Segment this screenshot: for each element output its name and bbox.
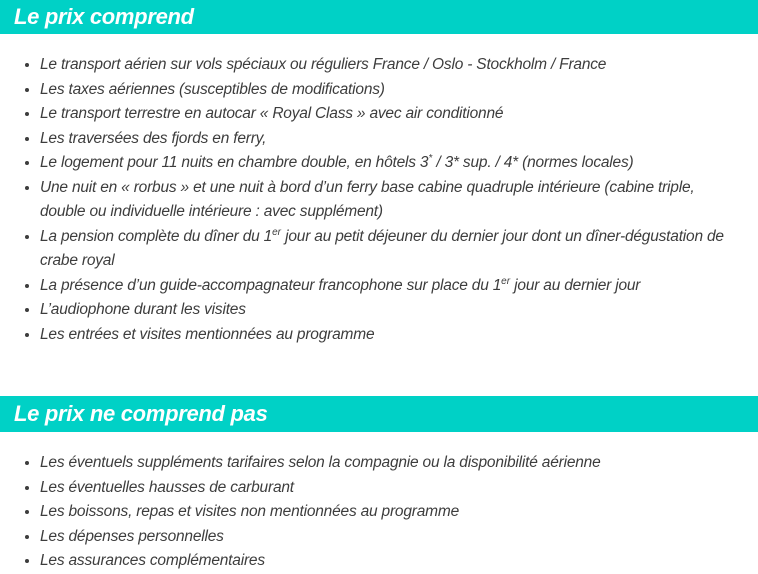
list-item: • La présence d’un guide-accompagnateur francophone sur place du 1er jour au dernier jour bbox=[40, 274, 734, 299]
includes-list bbox=[0, 34, 758, 347]
superscript: er bbox=[272, 226, 282, 238]
list-item: • Une nuit en « rorbus » et une nuit à bord d’un ferry base cabine quadruple intérieure (cabine triple, double ou individuelle intérieure : avec supplément) bbox=[40, 176, 734, 225]
list-item: • La pension complète du dîner du 1er jour au petit déjeuner du dernier jour dont un dîner-dégustation de crabe royal bbox=[40, 225, 734, 274]
list-item: • Les dépenses personnelles bbox=[40, 525, 734, 550]
list-item: • Les éventuelles hausses de carburant bbox=[40, 476, 734, 501]
section-header-includes: Le prix comprend bbox=[0, 0, 758, 34]
list-item: • Le transport terrestre en autocar « Royal Class » avec air conditionné bbox=[40, 102, 734, 127]
section-header-excludes: Le prix ne comprend pas bbox=[0, 396, 758, 432]
excludes-list bbox=[0, 432, 758, 574]
list-item: • Les éventuels suppléments tarifaires selon la compagnie ou la disponibilité aérienne bbox=[40, 451, 734, 476]
list-item: • L’audiophone durant les visites bbox=[40, 298, 734, 323]
list-item: • Les traversées des fjords en ferry, bbox=[40, 127, 734, 152]
list-item: • Les boissons, repas et visites non mentionnées au programme bbox=[40, 500, 734, 525]
list-item: • Les taxes aériennes (susceptibles de modifications) bbox=[40, 78, 734, 103]
list-item: • Le logement pour 11 nuits en chambre double, en hôtels 3* / 3* sup. / 4* (normes locales) bbox=[40, 151, 734, 176]
section-excludes bbox=[0, 396, 758, 574]
superscript: * bbox=[428, 152, 433, 164]
superscript: er bbox=[501, 275, 511, 287]
list-item: • Les entrées et visites mentionnées au programme bbox=[40, 323, 734, 348]
list-item: • Les assurances complémentaires bbox=[40, 549, 734, 574]
list-item: • Le transport aérien sur vols spéciaux ou réguliers France / Oslo - Stockholm / France bbox=[40, 53, 734, 78]
